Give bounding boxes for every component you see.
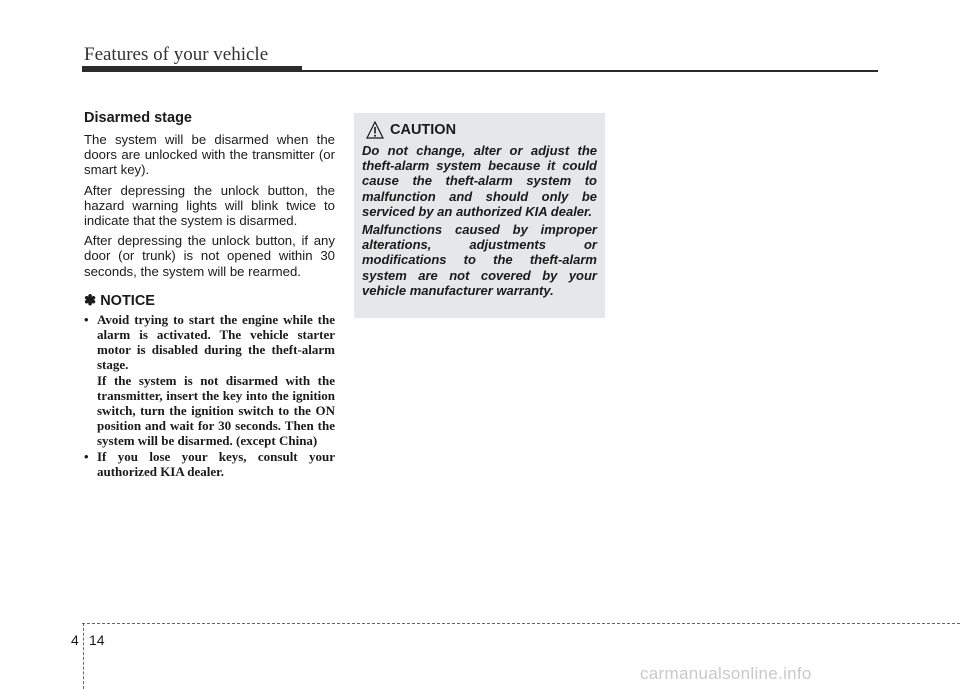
notice-list	[84, 312, 335, 479]
header-bar-thin	[300, 70, 878, 72]
notice-heading-label: NOTICE	[100, 292, 155, 309]
caution-header	[366, 121, 597, 139]
paragraph-2: After depressing the unlock button, the hazard warning lights will blink twice to indicate that the system is disarmed.	[84, 182, 335, 229]
section-heading: Disarmed stage	[84, 110, 192, 126]
notice-item	[84, 449, 335, 479]
caution-title: CAUTION	[390, 122, 457, 138]
paragraph-1: The system will be disarmed when the doors are unlocked with the transmitter (or smart key).	[84, 132, 335, 178]
notice-item-text: If you lose your keys, consult your authorized KIA dealer.	[97, 448, 335, 479]
notice-item	[84, 312, 335, 449]
notice-item-text: Avoid trying to start the engine while the alarm is activated. The vehicle starter motor is disabled during the theft-alarm stage. If the system is not disarmed with the transmitter, insert the key into the ignition switch, turn the ignition switch to the ON position and wait for 30 seconds. Then the system will be disarmed. (except China)	[97, 311, 335, 449]
watermark: carmanualsonline.info	[640, 664, 812, 683]
notice-heading	[84, 293, 335, 309]
footer-chapter-number: 4	[71, 632, 79, 648]
paragraph-3: After depressing the unlock button, if any door (or trunk) is not opened within 30 seconds, the system will be rearmed.	[84, 233, 335, 279]
header-bar-thick	[82, 66, 302, 72]
footer-vertical-divider	[83, 623, 84, 689]
warning-triangle-icon	[366, 121, 384, 139]
footer-page-number: 14	[89, 632, 105, 648]
notice-symbol-icon: ✽	[84, 292, 97, 309]
left-column	[84, 110, 335, 479]
caution-paragraph-1: Do not change, alter or adjust the theft-alarm system because it could cause the theft-alarm system to malfunction and should only be serviced by an authorized KIA dealer.	[362, 143, 597, 219]
caution-paragraph-2: Malfunctions caused by improper alterations, adjustments or modifications to the theft-alarm system are not covered by your vehicle manufacturer warranty.	[362, 222, 597, 298]
caution-box	[354, 113, 605, 318]
header-title: Features of your vehicle	[84, 44, 269, 65]
footer-divider	[82, 623, 960, 624]
bullet-icon: •	[84, 311, 89, 327]
bullet-icon: •	[84, 448, 89, 464]
